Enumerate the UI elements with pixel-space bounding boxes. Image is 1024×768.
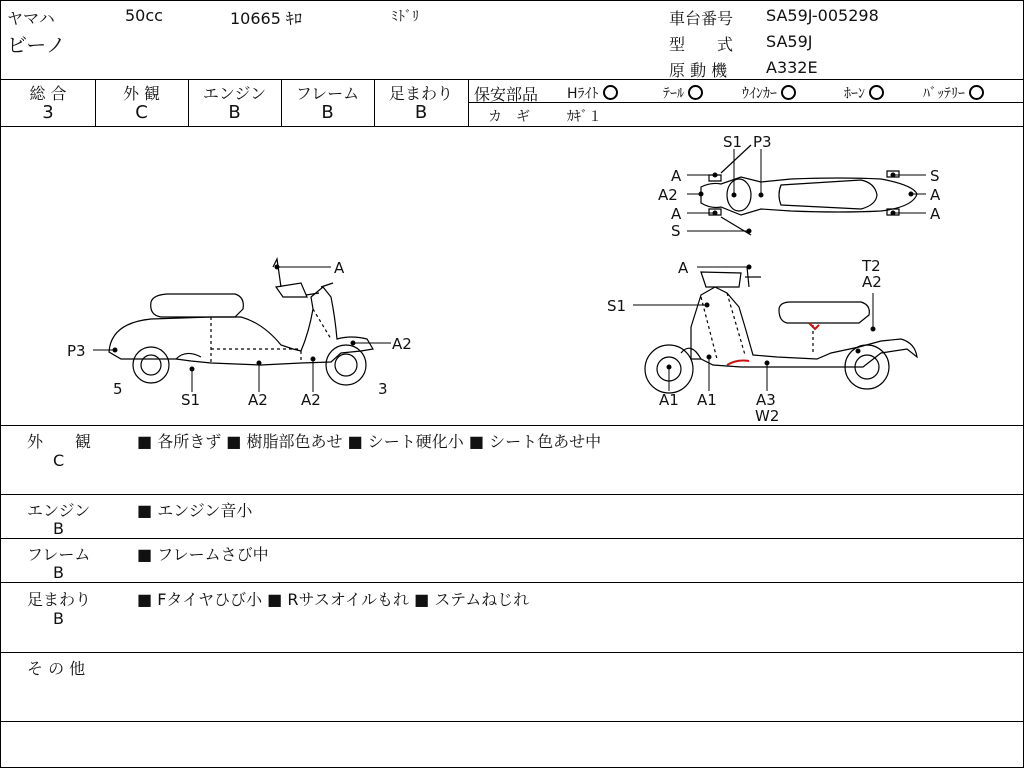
safety-item-winker: ｳｲﾝｶｰ <box>742 83 796 103</box>
diagram-label: T2 <box>862 257 881 275</box>
diagram-label: P3 <box>753 133 772 151</box>
grade-label-suspension: 足まわり <box>388 84 453 103</box>
section-grade-engine: B <box>53 519 64 538</box>
section-grade-suspension: B <box>53 609 64 628</box>
type-label: 型 式 <box>669 35 734 54</box>
safety-parts-title: 保安部品 <box>474 85 539 104</box>
damage-diagram <box>1 127 1023 425</box>
diagram-label: S <box>930 167 940 185</box>
safety-item-horn: ﾎｰﾝ <box>844 83 884 103</box>
diagram-label: A3 <box>756 391 776 409</box>
model-name: ビーノ <box>7 33 66 57</box>
diagram-label: W2 <box>755 407 780 425</box>
section-label-suspension: 足まわり <box>27 590 92 609</box>
grade-label-frame: フレーム <box>295 84 360 103</box>
ok-circle-icon <box>869 85 884 100</box>
section-text-suspension: ■ Fタイヤひび小 ■ Rサスオイルもれ ■ ステムねじれ <box>137 590 530 609</box>
ok-circle-icon <box>603 85 618 100</box>
diagram-label: A1 <box>659 391 679 409</box>
section-text-exterior: ■ 各所きず ■ 樹脂部色あせ ■ シート硬化小 ■ シート色あせ中 <box>137 432 602 451</box>
divider <box>1 425 1023 426</box>
divider <box>1 721 1023 722</box>
divider <box>1 494 1023 495</box>
grade-overall: 3 <box>42 102 54 123</box>
color: ﾐﾄﾞﾘ <box>391 9 419 25</box>
section-grade-exterior: C <box>53 451 65 470</box>
section-label-other: そ の 他 <box>27 659 86 678</box>
diagram-label: A2 <box>862 273 882 291</box>
grade-suspension: B <box>414 102 428 123</box>
engine-type-value: A332E <box>766 58 818 77</box>
diagram-label: 3 <box>378 380 388 398</box>
grade-engine: B <box>228 102 241 123</box>
diagram-label: A2 <box>301 391 321 409</box>
scooter-top-view <box>701 145 917 235</box>
divider <box>1 652 1023 653</box>
diagram-label: A <box>930 186 941 204</box>
ok-circle-icon <box>688 85 703 100</box>
ok-circle-icon <box>781 85 796 100</box>
divider <box>1 582 1023 583</box>
key-label: カ ギ <box>488 109 530 125</box>
section-text-engine: ■ エンジン音小 <box>137 501 253 520</box>
grade-label-exterior: 外 観 <box>122 84 161 103</box>
divider <box>1 538 1023 539</box>
safety-item-battery: ﾊﾞｯﾃﾘｰ <box>923 83 984 103</box>
mileage: 10665 ｷﾛ <box>230 9 302 28</box>
diagram-label: A2 <box>392 335 412 353</box>
diagram-label: A <box>334 259 345 277</box>
type-value: SA59J <box>766 32 813 51</box>
section-label-frame: フレーム <box>27 545 91 564</box>
safety-item-headlight: Hﾗｲﾄ <box>567 83 618 103</box>
grade-label-overall: 総 合 <box>29 84 67 103</box>
grade-exterior: C <box>135 102 148 123</box>
section-text-frame: ■ フレームさび中 <box>137 545 269 564</box>
diagram-label: A1 <box>697 391 717 409</box>
maker: ヤマハ <box>7 9 55 28</box>
diagram-label: 5 <box>113 380 123 398</box>
displacement: 50cc <box>125 6 163 25</box>
diagram-label: A <box>678 259 689 277</box>
diagram-label: P3 <box>67 342 86 360</box>
frame-number: SA59J-005298 <box>766 6 879 25</box>
grade-label-engine: エンジン <box>202 84 267 103</box>
key-value: ｶｷﾞ１ <box>567 109 602 125</box>
section-label-engine: エンジン <box>27 501 91 520</box>
diagram-label: S1 <box>181 391 201 409</box>
diagram-label: A2 <box>658 186 678 204</box>
diagram-label: S1 <box>723 133 743 151</box>
diagram-label: A <box>930 205 941 223</box>
diagram-label: S <box>671 222 681 240</box>
diagram-label: S1 <box>607 297 627 315</box>
engine-type-label: 原 動 機 <box>669 61 728 80</box>
scooter-left-view <box>109 259 373 385</box>
safety-item-taillight: ﾃｰﾙ <box>663 83 703 103</box>
diagram-label: A <box>671 205 682 223</box>
frame-number-label: 車台番号 <box>669 9 734 28</box>
grade-frame: B <box>321 102 334 123</box>
diagram-label: A2 <box>248 391 268 409</box>
divider <box>1 79 1023 80</box>
section-label-exterior: 外 観 <box>27 432 92 451</box>
section-grade-frame: B <box>53 563 64 582</box>
ok-circle-icon <box>969 85 984 100</box>
diagram-label: A <box>671 167 682 185</box>
